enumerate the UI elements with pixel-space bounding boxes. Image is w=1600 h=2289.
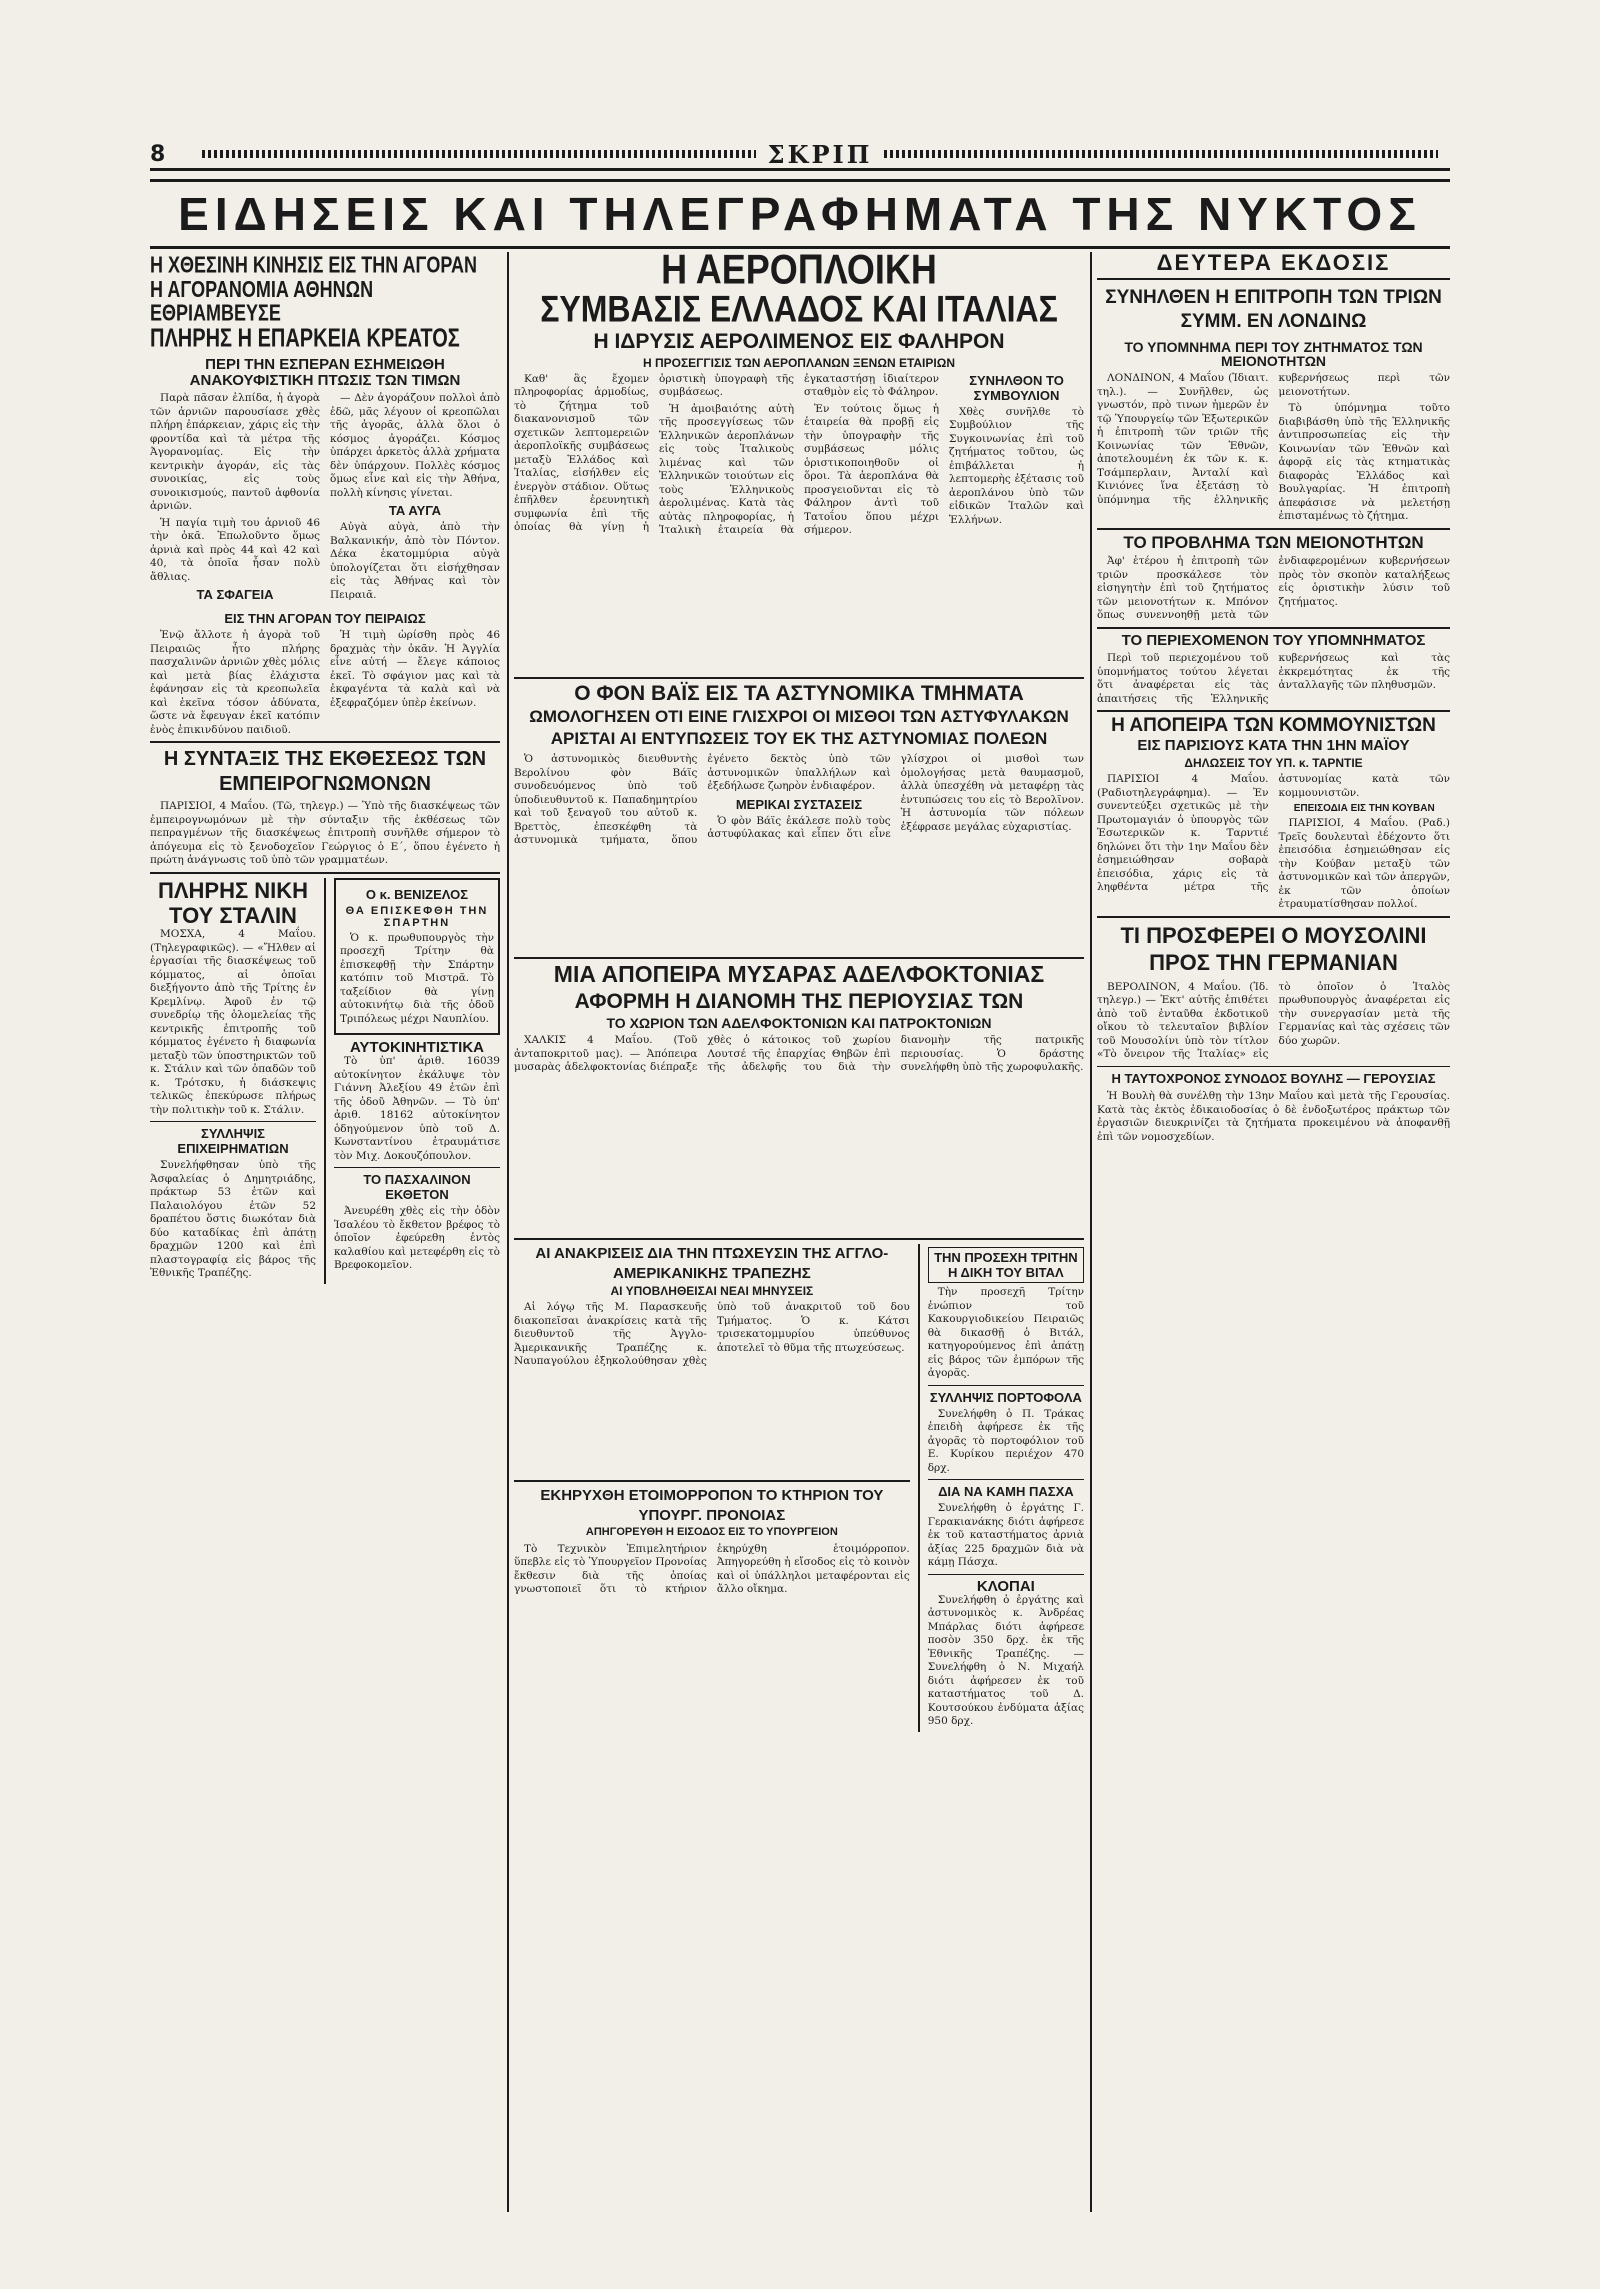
section-heading: ΤΗΝ ΠΡΟΣΕΧΗ ΤΡΙΤΗΝ Η ΔΙΚΗ ΤΟΥ ΒΙΤΑΛ xyxy=(928,1247,1084,1283)
headline: ΠΛΗΡΗΣ ΝΙΚΗ ΤΟΥ ΣΤΑΛΙΝ xyxy=(157,877,309,928)
paragraph: Ὁ κ. πρωθυπουργὸς τὴν προσεχῆ Τρίτην θὰ ἐπισκεφθῇ τὴν Σπάρτην κατόπιν τοῦ Μιστρᾶ. Τὸ ταξείδιον θὰ γίνῃ αὐτοκινήτῳ διὰ τῆς ὁδοῦ Τριπόλεως μέχρι Ναυπλίου. xyxy=(339,931,494,1025)
divider xyxy=(928,1574,1084,1575)
headline: ΑΡΙΣΤΑΙ ΑΙ ΕΝΤΥΠΩΣΕΙΣ ΤΟΥ ΕΚ ΤΗΣ ΑΣΤΥΝΟΜΙΑΣ ΠΟΛΕΩΝ xyxy=(550,728,1048,748)
folio-rule xyxy=(884,150,1438,158)
column-rule xyxy=(507,252,509,2212)
section-heading: ΔΙΑ ΝΑ ΚΑΜΗ ΠΑΣΧΑ xyxy=(938,1484,1074,1500)
headline: ΑΦΟΡΜΗ Η ΔΙΑΝΟΜΗ ΤΗΣ ΠΕΡΙΟΥΣΙΑΣ ΤΩΝ xyxy=(574,989,1024,1013)
column-rule xyxy=(918,1244,920,1732)
paragraph: Τὸ ὑπ' ἀριθ. 16039 αὐτοκίνητον ἐκάλυψε τὸν Γιάννη Ἀλεξίου 49 ἐτῶν ἐπὶ τῆς ὁδοῦ Ἀθηνῶν. — Τὸ ὑπ' ἀριθ. 18162 αὐτοκίνητον ὁδηγούμενον ὑπὸ τοῦ Δ. Κωνσταντίνου ἐτραυμάτισε τὸν Μιχ. Δοκουζόπουλον. xyxy=(333,1055,500,1162)
paragraph: Τὸ ὑπόμνημα τοῦτο διαβιβάσθη ὑπὸ τῆς Ἑλληνικῆς ἀντιπροσωπείας εἰς τὴν Κοινωνίαν τῶν Ἐθνῶν καὶ ἀφορᾷ εἰς τὰς κτηματικὰς διαφορὰς Ἑλλάδος καὶ Βουλγαρίας. Ἡ ἐπιτροπὴ ἀπεφάσισε νὰ μελετήσῃ ἐπισταμένως τὸ ζήτημα. xyxy=(1278,402,1450,523)
headline: Η ΑΠΟΠΕΙΡΑ ΤΩΝ ΚΟΜΜΟΥΝΙΣΤΩΝ xyxy=(1111,715,1436,737)
subheadline: ΠΕΡΙ ΤΗΝ ΕΣΠΕΡΑΝ ΕΣΗΜΕΙΩΘΗ xyxy=(205,356,445,374)
column-rule xyxy=(324,878,326,1284)
columns xyxy=(150,252,1450,2212)
article-body xyxy=(150,800,500,868)
venizelos-box xyxy=(334,878,500,1036)
paragraph: ΧΑΛΚΙΣ 4 Μαΐου. (Τοῦ ἀνταποκριτοῦ μας). — Ἀπόπειρα μυσαρὰς ἀδελφοκτονίας διέπραξε χθὲς ὁ κάτοικος τοῦ χωρίου Λουτσέ τῆς ἐπαρχίας Θηβῶν ἐπὶ τῆς ἀδελφῆς του διὰ τὴν διανομὴν τῆς πατρικῆς περιουσίας. Ὁ δράστης συνελήφθη ὑπὸ τῆς χωροφυλακῆς. xyxy=(514,1034,1084,1074)
paragraph: ΛΟΝΔΙΝΟΝ, 4 Μαΐου (Ἰδιαιτ. τηλ.). — Συνῆλθεν, ὡς γνωστόν, πρὸ τινων ἡμερῶν ἐν τῷ Ὑπουργείῳ τῶν Ἐξωτερικῶν ἡ ἐπιτροπὴ τῶν τριῶν τῆς Κοινωνίας τῶν Ἐθνῶν, ἀποτελουμένη ἐκ τῶν κ. κ. Τσάμπερλαιν, Ἀνταλί καὶ Κινιόνες ἵνα ἐξετάσῃ τὸ ὑπόμνημα τῆς ἑλληνικῆς κυβερνήσεως περὶ τῶν μειονοτήτων. xyxy=(1097,372,1450,506)
section-heading: ΕΙΣ ΤΗΝ ΑΓΟΡΑΝ ΤΟΥ ΠΕΙΡΑΙΩΣ xyxy=(224,611,426,627)
headline: ΩΜΟΛΟΓΗΣΕΝ ΟΤΙ ΕΙΝΕ ΓΛΙΣΧΡΟΙ ΟΙ ΜΙΣΘΟΙ ΤΩΝ ΑΣΤΥΦΥΛΑΚΩΝ xyxy=(529,707,1069,727)
section-heading: ΤΑ ΑΥΓΑ xyxy=(388,503,442,519)
banner-headline: ΕΙΔΗΣΕΙΣ ΚΑΙ ΤΗΛΕΓΡΑΦΗΜΑΤΑ ΤΗΣ ΝΥΚΤΟΣ xyxy=(150,179,1450,249)
section-heading: ΤΟ ΠΑΣΧΑΛΙΝΟΝ ΕΚΘΕΤΟΝ xyxy=(363,1172,471,1203)
article-body xyxy=(1097,981,1450,1062)
paragraph: Ἡ ἀμοιβαιότης αὐτὴ τῆς προσεγγίσεως τῶν Ἑλληνικῶν ἀεροπλάνων εἰς τοὺς Ἰταλικοὺς λιμένας καὶ τῶν Ἑλληνικῶν τοιούτων εἰς τοὺς Ἑλληνικοὺς ἀερολιμένας. Κατὰ τὰς αὐτὰς πληροφορίας, ἡ Ἰταλικὴ ἐταιρεία θὰ ἐγκαταστήσῃ ἰδιαίτερον σταθμὸν εἰς τὸ Φάληρον. xyxy=(659,372,939,537)
section-heading: ΣΥΝΗΛΘΟΝ ΤΟ ΣΥΜΒΟΥΛΙΟΝ xyxy=(969,372,1064,403)
section-heading: ΣΥΛΛΗΨΙΣ ΕΠΙΧΕΙΡΗΜΑΤΙΩΝ xyxy=(177,1126,289,1157)
divider xyxy=(1097,627,1450,629)
paragraph: Ὁ ἀστυνομικὸς διευθυντὴς Βερολίνου φὸν Βάϊς συνοδευόμενος ὑπὸ τοῦ ὑποδιευθυντοῦ κ. Παπαδημητρίου καὶ τοῦ ξεναγοῦ του αὐτοῦ κ. Βρεττὸς, ἐπεσκέφθη τὰ ἀστυνομικὰ τμήματα, ὅπου ἐγένετο δεκτὸς ὑπὸ τῶν ἀστυνομικῶν ὑπαλλήλων καὶ ἐξεδήλωσε ζωηρὸν ἐνδιαφέρον. xyxy=(514,753,891,847)
paragraph: Συνελήφθη ὁ Π. Τράκας ἐπειδὴ ἀφήρεσε ἐκ τῆς ἀγορᾶς τὸ πορτοφόλιον τοῦ Ε. Κυρίκου περιέχον 470 δρχ. xyxy=(927,1407,1084,1474)
article-body xyxy=(340,932,494,1027)
divider xyxy=(514,957,1084,959)
paragraph: Περὶ τοῦ περιεχομένου τοῦ ὑπομνήματος τούτου λέγεται ὅτι ἀναφέρεται εἰς τὰς ἀπαιτήσεις τῆς Ἑλληνικῆς κυβερνήσεως καὶ τὰς ἐκκρεμότητας ἐκ τῆς ἀνταλλαγῆς τῶν πληθυσμῶν. xyxy=(1097,652,1450,705)
stalin-article xyxy=(150,878,316,1284)
headline: ΣΥΜΒΑΣΙΣ ΕΛΛΑΔΟΣ ΚΑΙ ΙΤΑΛΙΑΣ xyxy=(540,287,1058,330)
divider xyxy=(1097,528,1450,530)
headline: Η ΑΓΟΡΑΝΟΜΙΑ ΑΘΗΝΩΝ ΕΘΡΙΑΜΒΕΥΣΕ xyxy=(150,276,374,327)
article-body xyxy=(334,1055,500,1163)
article-body xyxy=(150,629,500,737)
paragraph: Συνελήφθη ὁ ἐργάτης καὶ ἀστυνομικὸς κ. Ἀνδρέας Μπάρλας διότι ἀφήρεσε ποσὸν 350 δρχ. ἐκ τῆς Ἐθνικῆς Τραπέζης. — Συνελήφθη ὁ Ν. Μιχαήλ διότι ἀφήρεσεν ἐκ τοῦ καταστήματος τοῦ Δ. Κουτσούκου ἐνδύματα ἀξίας 950 δρχ. xyxy=(927,1593,1084,1728)
subheadline: ΕΙΣ ΠΑΡΙΣΙΟΥΣ ΚΑΤΑ ΤΗΝ 1ΗΝ ΜΑΪΟΥ xyxy=(1137,737,1410,755)
article-body xyxy=(150,1159,316,1281)
paragraph: ΠΑΡΙΣΙΟΙ, 4 Μαΐου. (Τῶ, τηλεγρ.) — Ὑπὸ τῆς διασκέψεως τῶν ἐμπειρογνωμόνων μὲ τὴν σύνταξιν τῆς ἐκθέσεως τῶν πεπραγμένων τῆς διασκέψεως ἐπιτροπὴ συνῆλθε σήμερον τὸ ἀπόγευμα εἰς τὸ ξενοδοχεῖον Γεώργιος ὁ Ε΄, ὅπου ἐγένετο ἡ πρώτη ἀνάγνωσις τοῦ ὑπὸ τῶν γραμματέων. xyxy=(150,800,500,867)
section-heading: ΘΑ ΕΠΙΣΚΕΦΘΗ ΤΗΝ ΣΠΑΡΤΗΝ xyxy=(345,904,489,929)
paragraph: Ἡ Βουλὴ θὰ συνέλθῃ τὴν 13ην Μαΐου καὶ μετὰ τῆς Γερουσίας. Κατὰ τὰς ἐκτὸς ἐδικαιοδοσίας ὁ δὲ ἐνδοξωτέρος πράκτωρ τῶν ἐργασιῶν διευκρινίζει τὰ ζητήματα προκειμένου νὰ ἀποφανθῇ ἐπὶ τῶν νομοσχεδίων. xyxy=(1097,1090,1450,1143)
paragraph: ΠΑΡΙΣΙΟΙ 4 Μαΐου. (Ραδιοτηλεγράφημα). — Ἐν συνεντεύξει σχετικῶς μὲ τὴν Πρωτομαγιάν ὁ ὑπουργὸς τῶν Ἐσωτερικῶν κ. Ταρντιέ δηλώνει ὅτι τὴν 1ην Μαΐου δὲν ἐσημειώθησαν σοβαρὰ ἐπεισόδια, χάρις εἰς τὰ ληφθέντα μέτρα τῆς ἀστυνομίας κατὰ τῶν κομμουνιστῶν. xyxy=(1097,773,1450,893)
folio-rule xyxy=(202,150,756,158)
paragraph: Αἱ λόγῳ τῆς Μ. Παρασκευῆς διακοπεῖσαι ἀνακρίσεις κατὰ τῆς διευθυντοῦ τῆς Ἀγγλο-Ἀμερικανικῆς Τραπέζης κ. Ναυπαγούλου ἐξηκολούθησαν χθὲς ὑπὸ τοῦ ἀνακριτοῦ τοῦ δου Τμήματος. Ὁ κ. Κάτσι τρισεκατομμυρίου ὑπεύθυνος ἀποτελεῖ τὸ θῦμα τῆς πτωχεύσεως. xyxy=(514,1301,910,1368)
paragraph: Παρὰ πᾶσαν ἐλπίδα, ἡ ἀγορὰ τῶν ἀρνιῶν παρουσίασε χθὲς πλήρη ἐπάρκειαν, χάρις εἰς τὴν φροντίδα καὶ τὰ μέτρα τῆς Ἀγορανομίας. Εἰς τὴν κεντρικὴν ἀγοράν, εἰς τὰς συνοικίας, εἰς τοὺς συνοικισμούς, παντοῦ ἀφθονία ἀρνιῶν. xyxy=(150,392,320,513)
divider xyxy=(1097,916,1450,918)
folio-bar xyxy=(150,140,1450,171)
headline: Ο ΦΟΝ ΒΑΪΣ ΕΙΣ ΤΑ ΑΣΤΥΝΟΜΙΚΑ ΤΜΗΜΑΤΑ xyxy=(574,681,1024,705)
paragraph: Ἀνευρέθη χθὲς εἰς τὴν ὁδὸν Ἰσαλέου τὸ ἔκθετον βρέφος τὸ ὁποῖον ἐφεύρεθη ἐντὸς καλαθίου καὶ μετεφέρθη εἰς τὸ Βρεφοκομεῖον. xyxy=(333,1205,500,1272)
divider xyxy=(514,1480,910,1482)
divider xyxy=(1097,1066,1450,1067)
article-body xyxy=(928,1408,1084,1476)
article-body xyxy=(150,928,316,1117)
subheadline: Η ΠΡΟΣΕΓΓΙΣΙΣ ΤΩΝ ΑΕΡΟΠΛΑΝΩΝ ΞΕΝΩΝ ΕΤΑΙΡΙΩΝ xyxy=(642,355,956,370)
paragraph: ΠΑΡΙΣΙΟΙ, 4 Μαΐου. (Ραδ.) Τρεῖς δουλευταὶ ἐδέχοντο ὅτι ἐπεισόδια ἐσημειώθησαν εἰς τὴν Κούβαν μεταξὺ τῶν ἀστυνομικῶν καὶ τῶν ἀπεργῶν, ἐκ τῶν ὁποίων ἐτραυματίσθησαν πολλοί. xyxy=(1278,817,1450,910)
paragraph: Συνελήφθησαν ὑπὸ τῆς Ἀσφαλείας ὁ Δημητριάδης, πράκτωρ 53 ἐτῶν καὶ Παλαιολόγου ἐτῶν 52 δραπέτου ὅστις διωκόταν διὰ δύο καταδίκας ἐπὶ ἀπάτῃ δραχμῶν 1200 καὶ ἐπὶ πλαστογραφίᾳ εἰς βάρος τῆς Ἐθνικῆς Τραπέζης. xyxy=(150,1159,317,1280)
article-body xyxy=(514,1301,910,1476)
divider xyxy=(514,1238,1084,1240)
section-heading: ΜΕΡΙΚΑΙ ΣΥΣΤΑΣΕΙΣ xyxy=(735,796,863,812)
section-heading: ΣΥΛΛΗΨΙΣ ΠΟΡΤΟΦΟΛΑ xyxy=(929,1389,1082,1405)
headline: Η ΣΥΝΤΑΞΙΣ ΤΗΣ ΕΚΘΕΣΕΩΣ ΤΩΝ ΕΜΠΕΙΡΟΓΝΩΜΟΝΩΝ xyxy=(163,748,487,796)
paragraph: Ὁ φὸν Βάϊς ἐκάλεσε πολὺ τοὺς ἀστυφύλακας καὶ εἶπεν ὅτι εἶνε γλίσχροι οἱ μισθοὶ των ὁμολογήσας μετὰ θαυμασμοῦ, ἀλλὰ ὑπεσχέθη νὰ μεταφέρῃ τὰς ἐντυπώσεις του εἰς τὸ Βερολῖνον. Ἡ ἀστυνομία τῶν πόλεων ἐξέφρασε μεγάλας εὐχαριστίας. xyxy=(707,753,1084,841)
subheadline: ΤΟ ΥΠΟΜΝΗΜΑ ΠΕΡΙ ΤΟΥ ΖΗΤΗΜΑΤΟΣ ΤΩΝ ΜΕΙΟΝΟΤΗΤΩΝ xyxy=(1124,338,1423,370)
article-body xyxy=(150,392,500,605)
divider xyxy=(928,1385,1084,1386)
subheadline: ΔΗΛΩΣΕΙΣ ΤΟΥ ΥΠ. κ. ΤΑΡΝΤΙΕ xyxy=(1184,755,1363,770)
article-body xyxy=(928,1502,1084,1570)
paragraph: Ἡ παγία τιμὴ του ἀρνιοῦ 46 τὴν ὀκᾶ. Ἐπωλοῦντο ὅμως ἀρνιὰ καὶ πρὸς 44 καὶ 42 καὶ 40, τὰ ὁποῖα ἦσαν πολὺ ἄθλιας. xyxy=(150,516,320,583)
article-body xyxy=(1097,773,1450,912)
paragraph: — Δὲν ἀγοράζουν πολλοὶ ἀπὸ ἐδῶ, μᾶς λέγουν οἱ κρεοπῶλαι τῆς ἀγορᾶς, ἀλλὰ ὅλοι ὁ κόσμος ἀγοράζει. Κόσμος ὑπάρχει ἀρκετὸς ἀλλὰ χρήματα δὲν ὑπάρχουν. Πολλὲς κόσμος ὅμως εἶνε καὶ εἰς τὴν Ἀθήνα, πολλὴ κίνησις γίνεται. xyxy=(330,392,500,499)
paragraph: Ἡ τιμὴ ὡρίσθη πρὸς 46 δραχμὰς τὴν ὀκᾶν. Ἡ Ἀγγλία εἶνε αὐτή — ἔλεγε κάποιος ἐκεῖ. Τὸ σφάγιον μας καὶ τὰ ἐκφαγέντα τὰ καλὰ καὶ νὰ ἐξεφραζόμεν ὑπὲρ ἐκείνων. xyxy=(330,629,500,709)
center-briefs xyxy=(928,1244,1084,1732)
article-body xyxy=(1097,652,1450,706)
right-column xyxy=(1097,252,1450,2212)
headline: ΣΥΝΗΛΘΕΝ Η ΕΠΙΤΡΟΠΗ ΤΩΝ ΤΡΙΩΝ ΣΥΜΜ. ΕΝ ΛΟΝΔΙΝΩ xyxy=(1105,287,1442,333)
divider xyxy=(150,872,500,874)
headline: ΜΙΑ ΑΠΟΠΕΙΡΑ ΜΥΣΑΡΑΣ ΑΔΕΛΦΟΚΤΟΝΙΑΣ xyxy=(553,961,1045,988)
divider xyxy=(928,1479,1084,1480)
divider xyxy=(150,1121,316,1122)
headline: Η ΧΘΕΣΙΝΗ ΚΙΝΗΣΙΣ ΕΙΣ ΤΗΝ ΑΓΟΡΑΝ xyxy=(150,252,478,278)
subheadline: ΑΙ ΥΠΟΒΛΗΘΕΙΣΑΙ ΝΕΑΙ ΜΗΝΥΣΕΙΣ xyxy=(610,1284,814,1299)
paragraph: Χθὲς συνῆλθε τὸ Συμβούλιον τῆς Συγκοινωνίας ἐπὶ τοῦ ζητήματος τοῦτου, ὡς ἐπιβάλλεται ἡ λεπτομερὴς ἐξέτασις τοῦ ἀεροπλάνου ὑπὸ τῶν εἰδικῶν Ἰταλῶν καὶ Ἑλλήνων. xyxy=(949,405,1084,526)
headline: ΤΟ ΠΕΡΙΕΧΟΜΕΝΟΝ ΤΟΥ ΥΠΟΜΝΗΜΑΤΟΣ xyxy=(1121,631,1426,649)
page-number: 8 xyxy=(150,141,166,167)
article-body xyxy=(1097,1090,1450,1144)
article-body xyxy=(928,1286,1084,1381)
bottom-left-block xyxy=(150,878,500,1284)
edition-label: ΔΕΥΤΕΡΑ ΕΚΔΟΣΙΣ xyxy=(1097,252,1450,280)
center-bottom-block xyxy=(514,1244,1084,1732)
article-body xyxy=(514,1543,910,1599)
masthead: ΣΚΡΙΠ xyxy=(767,139,873,169)
paragraph: Αὐγὰ αὐγὰ, ἀπὸ τὴν Βαλκανικήν, ἀπὸ τὸν Πόντον. Δέκα ἑκατομμύρια αὐγὰ ὑπολογίζεται ὅτι εἰσήχθησαν εἰς τὰς Ἀθήνας καὶ τὸν Πειραιᾶ. xyxy=(330,521,500,601)
left-column xyxy=(150,252,500,2212)
subheadline: ΤΟ ΧΩΡΙΟΝ ΤΩΝ ΑΔΕΛΦΟΚΤΟΝΙΩΝ ΚΑΙ ΠΑΤΡΟΚΤΟΝΙΩΝ xyxy=(606,1014,992,1031)
subheadline: ΑΠΗΓΟΡΕΥΘΗ Η ΕΙΣΟΔΟΣ ΕΙΣ ΤΟ ΥΠΟΥΡΓΕΙΟΝ xyxy=(585,1526,838,1539)
article-body xyxy=(514,1034,1084,1234)
paragraph: ΜΟΣΧΑ, 4 Μαΐου. (Τηλεγραφικῶς). — «Ἤλθεν αἱ ἐργασίαι τῆς διασκέψεως τοῦ κόμματος, αἱ ὁποῖαι διεξήγοντο ἀπὸ τῆς Τρίτης ἐν Κρεμλίνῳ. Ἀφοῦ ἐν τῷ συνεδρίῳ τῆς ὁλομελείας τῆς κεντρικῆς ἐπιτροπῆς τοῦ κόμματος ἐγένετο ἡ διαφωνία μεταξὺ τῶν ὑποστηρικτῶν τοῦ κ. Στάλιν καὶ τῶν ὀπαδῶν τοῦ κ. Τρότσκυ, ἡ διάσκεψις τελικῶς ἐπεκύρωσε πλήρως τὴν πολιτικὴν τοῦ κ. Στάλιν. xyxy=(150,928,317,1116)
headline: Η ΤΑΥΤΟΧΡΟΝΟΣ ΣΥΝΟΔΟΣ ΒΟΥΛΗΣ — ΓΕΡΟΥΣΙΑΣ xyxy=(1111,1070,1436,1086)
headline: ΚΛΟΠΑΙ xyxy=(976,1577,1035,1595)
headline: ΕΚΗΡΥΧΘΗ ΕΤΟΙΜΟΡΡΟΠΟΝ ΤΟ ΚΤΗΡΙΟΝ ΤΟΥ ΥΠΟΥΡΓ. ΠΡΟΝΟΙΑΣ xyxy=(540,1487,884,1524)
paragraph: Ἐνῷ ἄλλοτε ἡ ἀγορὰ τοῦ Πειραιῶς ἦτο πλήρης πασχαλινῶν ἀρνιῶν χθὲς μόλις καὶ μετὰ βίας ἐλάχιστα ἐφάνησαν εἰς τὰ κρεοπωλεῖα καὶ ἐκεῖνα τόσον ἀδύνατα, ὥστε νὰ ἔφευγαν ἐκεῖ κατόπιν ἐνὸς ἐπικινδύνου παιδιοῦ. xyxy=(150,629,320,736)
paragraph: Συνελήφθη ὁ ἐργάτης Γ. Γερακιανάκης διότι ἀφήρεσε ἐκ τοῦ καταστήματος ἀρνιὰ ἀξίας 225 δραχμῶν διὰ νὰ κάμῃ Πάσχα. xyxy=(927,1502,1084,1569)
headline: ΠΛΗΡΗΣ Η ΕΠΑΡΚΕΙΑ ΚΡΕΑΤΟΣ xyxy=(150,324,460,354)
article-body xyxy=(1097,372,1450,524)
headline: Η ΑΕΡΟΠΛΟΙΚΗ xyxy=(661,252,937,293)
divider xyxy=(1097,710,1450,712)
headline: ΤΙ ΠΡΟΣΦΕΡΕΙ Ο ΜΟΥΣΟΛΙΝΙ ΠΡΟΣ ΤΗΝ ΓΕΡΜΑΝΙΑΝ xyxy=(1120,922,1427,975)
headline: ΑΥΤΟΚΙΝΗΤΙΣΤΙΚΑ xyxy=(349,1039,484,1057)
divider xyxy=(150,741,500,743)
divider xyxy=(514,677,1084,679)
center-column xyxy=(514,252,1084,2212)
divider xyxy=(334,1167,500,1168)
subheadline: Η ΙΔΡΥΣΙΣ ΑΕΡΟΛΙΜΕΝΟΣ ΕΙΣ ΦΑΛΗΡΟΝ xyxy=(593,330,1005,354)
paragraph: Τὴν προσεχῆ Τρίτην ἐνώπιον τοῦ Κακουργιοδικείου Πειραιῶς θὰ δικασθῇ ὁ Βιτάλ, κατηγορούμενος ἐπὶ ἀπάτῃ εἰς βάρος τῶν ἐμπόρων τῆς ἀγορᾶς. xyxy=(927,1286,1084,1380)
headline: ΑΙ ΑΝΑΚΡΙΣΕΙΣ ΔΙΑ ΤΗΝ ΠΤΩΧΕΥΣΙΝ ΤΗΣ ΑΓΓΛΟ-ΑΜΕΡΙΚΑΝΙΚΗΣ ΤΡΑΠΕΖΗΣ xyxy=(535,1245,889,1282)
subheadline: ΑΝΑΚΟΥΦΙΣΤΙΚΗ ΠΤΩΣΙΣ ΤΩΝ ΤΙΜΩΝ xyxy=(189,371,461,389)
section-heading: Ο κ. ΒΕΝΙΖΕΛΟΣ xyxy=(365,886,469,902)
paragraph: Ἀφ' ἑτέρου ἡ ἐπιτροπὴ τῶν τριῶν προσκάλεσε τὸν εἰσηγητὴν ἐπὶ τοῦ ζητήματος τῶν μειονοτήτων κ. Μπόνον ὅπως συνεννοηθῇ μετὰ τῶν ἐνδιαφερομένων κυβερνήσεων πρὸς τὸν σκοπὸν καταλήξεως εἰς ὁριστικὴν λύσιν τοῦ ζητήματος. xyxy=(1097,555,1450,622)
section-heading: ΕΠΕΙΣΟΔΙΑ ΕΙΣ ΤΗΝ ΚΟΥΒΑΝ xyxy=(1293,803,1435,814)
paragraph: Τὸ Τεχνικὸν Ἐπιμελητήριον ὕπεβλε εἰς τὸ Ὑπουργεῖον Προνοίας ἔκθεσιν διὰ τῆς ὁποίας γνωστοποιεῖ ὅτι τὸ κτήριον ἐκηρύχθη ἑτοιμόρροπον. Ἀπηγορεύθη ἡ εἴσοδος εἰς τὸ κοινὸν καὶ οἱ ὑπάλληλοι μεταφέρονται εἰς ἄλλο οἴκημα. xyxy=(514,1542,910,1596)
newspaper-page xyxy=(150,140,1450,2220)
article-body xyxy=(514,373,1084,673)
section-heading: ΤΑ ΣΦΑΓΕΙΑ xyxy=(196,587,274,603)
article-body xyxy=(334,1205,500,1273)
headline: ΤΟ ΠΡΟΒΛΗΜΑ ΤΩΝ ΜΕΙΟΝΟΤΗΤΩΝ xyxy=(1123,532,1424,552)
paragraph: ΒΕΡΟΛΙΝΟΝ, 4 Μαΐου. (Ἰδ. τηλεγρ.) — Ἐκτ' αὐτῆς ἐπιθέτει ἀπὸ τοῦ ἐνταῦθα ἐκδοτικοῦ οἴκου τὸ τελευταῖον βιβλίον τοῦ Μουσολίνι ὑπὸ τὸν τίτλον «Τὸ ὄνειρον τῆς Ἰταλίας» εἰς τὸ ὁποῖον ὁ Ἰταλὸς πρωθυπουργὸς ἀναφέρεται εἰς τὴν συνεργασίαν μετὰ τῆς Γερμανίας καὶ τὰς σχέσεις τῶν δύο χωρῶν. xyxy=(1097,980,1450,1060)
paragraph: Καθ' ἃς ἔχομεν πληροφορίας ἀρμοδίως, τὸ ζήτημα τοῦ διακανονισμοῦ τῶν σχετικῶν λεπτομερειῶν ἀεροπλοϊκῆς συμβάσεως μεταξὺ Ἑλλάδος καὶ Ἰταλίας, εἰσήλθεν εἰς ἐνεργὸν στάδιον. Οὕτως ἐπῆλθεν ἐρευνητικὴ συμφωνία ἐπὶ τῆς ὁποίας θὰ γίνῃ ἡ ὁριστικὴ ὑπογραφὴ τῆς συμβάσεως. xyxy=(514,372,794,534)
paragraph: Ἐν τούτοις ὅμως ἡ ἐταιρεία θὰ προβῇ εἰς τὴν ὑπογραφὴν τῆς συμβάσεως μόλις ὁριστικοποιηθοῦν οἱ ὅροι. Τὰ ἀεροπλάνα θὰ προσγειοῦνται εἰς τὸ Φάληρον ἀντὶ τοῦ Τατοΐου ὅπου μέχρι σήμερον. xyxy=(804,402,939,537)
article-body xyxy=(1097,555,1450,623)
column-rule xyxy=(1090,252,1092,2212)
article-body xyxy=(928,1594,1084,1729)
mid-briefs xyxy=(334,878,500,1284)
bank-article xyxy=(514,1244,910,1732)
article-body xyxy=(514,753,1084,953)
